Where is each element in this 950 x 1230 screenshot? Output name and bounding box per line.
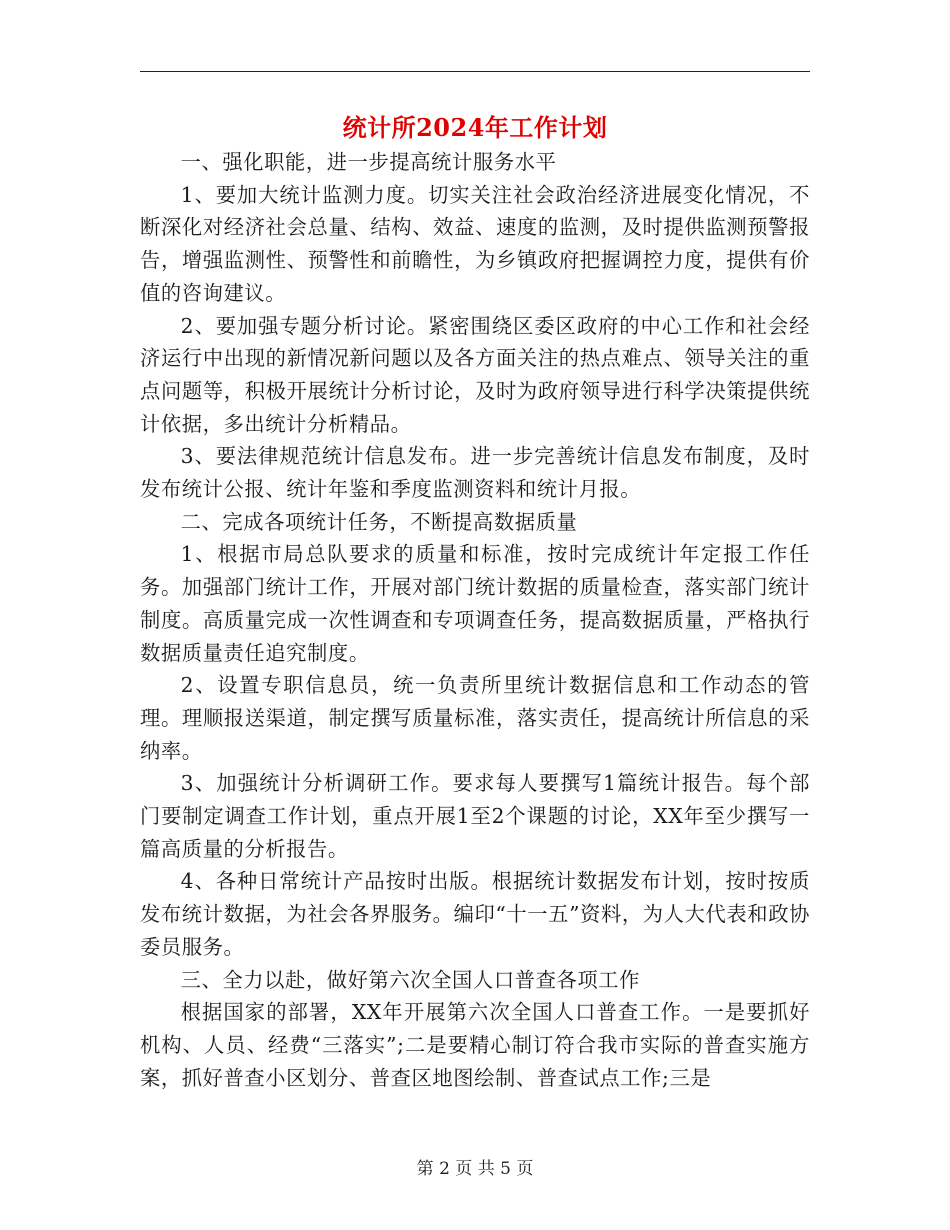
header-rule	[140, 71, 810, 72]
paragraph: 4、各种日常统计产品按时出版。根据统计数据发布计划，按时按质发布统计数据，为社会各界服务。编印“十一五”资料，为人大代表和政协委员服务。	[140, 869, 810, 959]
document-title: 统计所2024年工作计划	[342, 113, 608, 142]
paragraph: 3、加强统计分析调研工作。要求每人要撰写1篇统计报告。每个部门要制定调查工作计划，重点开展1至2个课题的讨论，XX年至少撰写一篇高质量的分析报告。	[140, 771, 810, 861]
section-heading-2: 二、完成各项统计任务，不断提高数据质量	[180, 509, 578, 534]
paragraph: 3、要法律规范统计信息发布。进一步完善统计信息发布制度，及时发布统计公报、统计年鉴和季度监测资料和统计月报。	[140, 444, 810, 502]
paragraph: 根据国家的部署，XX年开展第六次全国人口普查工作。一是要抓好机构、人员、经费“三落实”;二是要精心制订符合我市实际的普查实施方案，抓好普查小区划分、普查区地图绘制、普查试点工作;三是	[140, 1000, 810, 1090]
paragraph: 1、根据市局总队要求的质量和标准，按时完成统计年定报工作任务。加强部门统计工作，开展对部门统计数据的质量检查，落实部门统计制度。高质量完成一次性调查和专项调查任务，提高数据质量，严格执行数据质量责任追究制度。	[140, 542, 810, 665]
section-heading-1: 一、强化职能，进一步提高统计服务水平	[180, 150, 557, 174]
page-number: 第 2 页 共 5 页	[416, 1159, 534, 1179]
document-body	[140, 146, 810, 1094]
paragraph: 1、要加大统计监测力度。切实关注社会政治经济进展变化情况，不断深化对经济社会总量、结构、效益、速度的监测，及时提供监测预警报告，增强监测性、预警性和前瞻性，为乡镇政府把握调控力度，提供有价值的咨询建议。	[140, 182, 810, 305]
paragraph: 2、要加强专题分析讨论。紧密围绕区委区政府的中心工作和社会经济运行中出现的新情况新问题以及各方面关注的热点难点、领导关注的重点问题等，积极开展统计分析讨论，及时为政府领导进行科学决策提供统计依据，多出统计分析精品。	[140, 313, 810, 436]
section-heading-3: 三、全力以赴，做好第六次全国人口普查各项工作	[180, 967, 640, 992]
paragraph: 2、设置专职信息员，统一负责所里统计数据信息和工作动态的管理。理顺报送渠道，制定撰写质量标准，落实责任，提高统计所信息的采纳率。	[140, 673, 810, 763]
